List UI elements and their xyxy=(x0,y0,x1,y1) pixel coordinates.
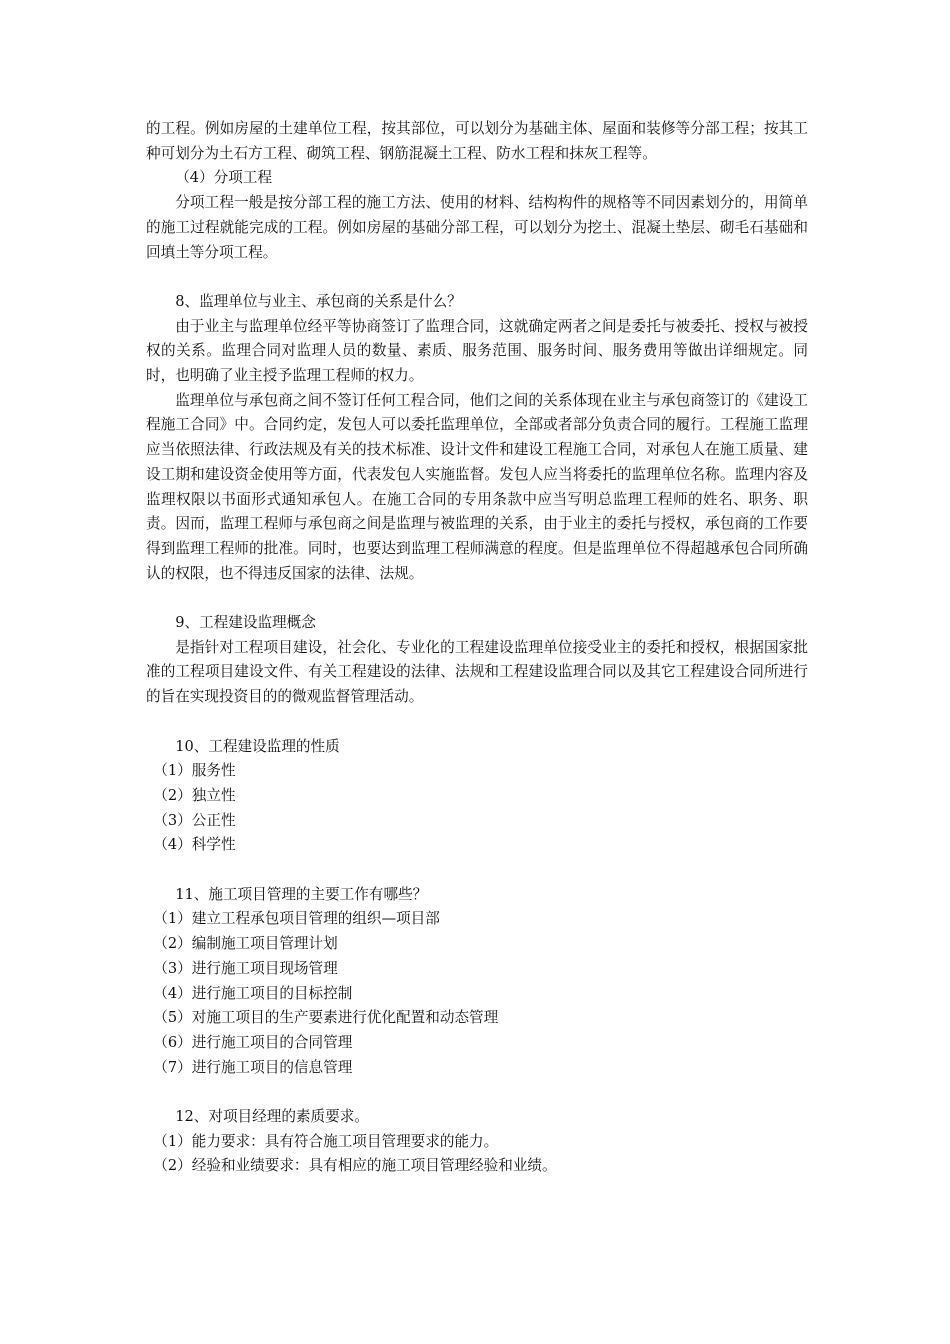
spacer xyxy=(146,586,808,611)
section-11-item: （5）对施工项目的生产要素进行优化配置和动态管理 xyxy=(153,1009,499,1027)
spacer xyxy=(146,265,808,290)
section-8-title: 8、监理单位与业主、承包商的关系是什么？ xyxy=(175,292,462,310)
section7-continuation-paragraph: 的工程。例如房屋的土建单位工程，按其部位，可以划分为基础主体、屋面和装修等分部工程；按其工种可划分为土石方工程、砌筑工程、钢筋混凝土工程、防水工程和抹灰工程等。 xyxy=(146,120,808,162)
spacer xyxy=(146,710,808,735)
section-11-title: 11、施工项目管理的主要工作有哪些？ xyxy=(175,885,428,903)
section-10-item: （4）科学性 xyxy=(153,836,236,854)
section-8-paragraph-2: 监理单位与承包商之间不签订任何工程合同，他们之间的关系体现在业主与承包商签订的《建设工程施工合同》中。合同约定，发包人可以委托监理单位，全部或者部分负责合同的履行。工程施工监理应当依照法律、行政法规及有关的技术标准、设计文件和建设工程施工合同，对承包人在施工质量、建设工期和建设资金使用等方面，代表发包人实施监督。发包人应当将委托的监理单位名称。监理内容及监理权限以书面形式通知承包人。在施工合同的专用条款中应当写明总监理工程师的姓名、职务、职责。因而，监理工程师与承包商之间是监理与被监理的关系，由于业主的委托与授权，承包商的工作要得到监理工程师的批准。同时，也要达到监理工程师满意的程度。但是监理单位不得超越承包合同所确认的权限，也不得违反国家的法律、法规。 xyxy=(146,391,808,582)
section-12-item: （1）能力要求：具有符合施工项目管理要求的能力。 xyxy=(153,1132,499,1150)
section-9-title: 9、工程建设监理概念 xyxy=(175,614,316,632)
section-11-item: （6）进行施工项目的合同管理 xyxy=(153,1033,353,1051)
spacer xyxy=(146,858,808,883)
section-11-item: （4）进行施工项目的目标控制 xyxy=(153,984,353,1002)
spacer xyxy=(146,1080,808,1105)
section-10-item: （3）公正性 xyxy=(153,811,236,829)
section-11-item: （3）进行施工项目现场管理 xyxy=(153,959,338,977)
section-11-item: （1）建立工程承包项目管理的组织—项目部 xyxy=(153,910,440,928)
section-11-item: （2）编制施工项目管理计划 xyxy=(153,935,338,953)
section-8-paragraph-1: 由于业主与监理单位经平等协商签订了监理合同，这就确定两者之间是委托与被委托、授权与被授权的关系。监理合同对监理人员的数量、素质、服务范围、服务时间、服务费用等做出详细规定。同时，也明确了业主授予监理工程师的权力。 xyxy=(146,317,808,385)
section-11-item: （7）进行施工项目的信息管理 xyxy=(153,1058,353,1076)
subsection-4-body: 分项工程一般是按分部工程的施工方法、使用的材料、结构构件的规格等不同因素划分的，用简单的施工过程就能完成的工程。例如房屋的基础分部工程，可以划分为挖土、混凝土垫层、砌毛石基础和回填土等分项工程。 xyxy=(146,194,808,261)
section-10-item: （2）独立性 xyxy=(153,786,236,804)
section-10-item: （1）服务性 xyxy=(153,762,236,780)
subsection-4-title: （4）分项工程 xyxy=(175,169,273,187)
section-10-title: 10、工程建设监理的性质 xyxy=(175,737,340,755)
document-body xyxy=(146,117,808,1179)
section-12-title: 12、对项目经理的素质要求。 xyxy=(175,1108,369,1126)
section-12-item: （2）经验和业绩要求：具有相应的施工项目管理经验和业绩。 xyxy=(153,1157,557,1175)
section-9-paragraph-1: 是指针对工程项目建设，社会化、专业化的工程建设监理单位接受业主的委托和授权，根据国家批准的工程项目建设文件、有关工程建设的法律、法规和工程建设监理合同以及其它工程建设合同所进行的旨在实现投资目的的微观监督管理活动。 xyxy=(146,638,808,706)
